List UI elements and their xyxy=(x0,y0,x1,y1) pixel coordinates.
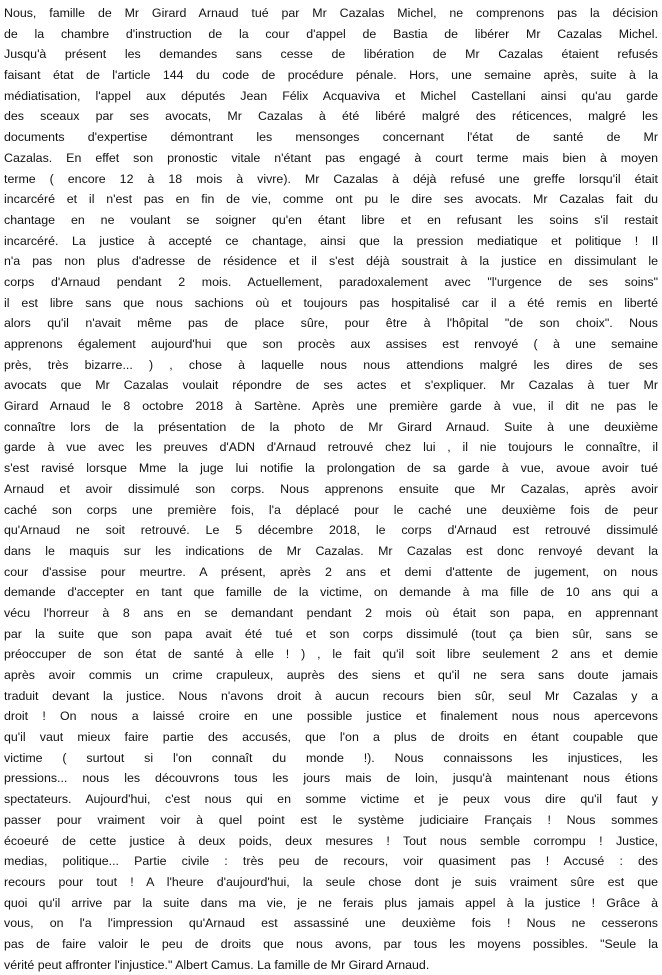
text-line: de la chambre d'instruction de la cour d'appel de Bastia de libérer Mr Cazalas Michel. xyxy=(4,26,658,41)
text-line: demande d'accepter en tant que famille de la victime, on demande à ma fille de 10 ans qui a xyxy=(4,585,658,600)
text-line: documents d'expertise démontrant les mensonges concernant l'état de santé de Mr xyxy=(4,130,658,145)
text-line: qu'Arnaud ne soit retrouvé. Le 5 décembre 2018, le corps d'Arnaud est retrouvé dissimulé xyxy=(4,523,658,538)
text-line: corps d'Arnaud pendant 2 mois. Actuellement, paradoxalement avec "l'urgence de ses soins" xyxy=(4,274,658,289)
text-line: après avoir commis un crime crapuleux, auprès des siens et qu'il ne sera sans doute jamais xyxy=(4,668,658,682)
text-line: Nous, famille de Mr Girard Arnaud tué par Mr Cazalas Michel, ne comprenons pas la décision xyxy=(4,6,658,20)
text-line: chantage en ne voulant se soigner qu'en étant libre et en refusant les soins s'il restait xyxy=(4,212,658,227)
text-line: pas de faire valoir le peu de droits que nous avons, par tous les moyens possibles. "Seule la xyxy=(4,936,658,951)
text-line: n'a pas non plus d'adresse de résidence et il s'est déjà soustrait à la justice en dissimulant le xyxy=(4,254,658,269)
text-line: avocats que Mr Cazalas voulait répondre de ses actes et s'expliquer. Mr Cazalas à tuer Mr xyxy=(4,378,658,393)
text-line: vérité peut affronter l'injustice." Albert Camus. La famille de Mr Girard Arnaud. xyxy=(4,957,430,972)
text-line: quoi qu'il arrive par la suite dans ma vie, je ne ferais plus jamais appel à la justice ! Grâce à xyxy=(4,895,658,910)
text-line: qu'il vaut mieux faire partie des accusés, que l'on a plus de droits en étant coupable que xyxy=(4,730,658,745)
text-line: faisant état de l'article 144 du code de procédure pénale. Hors, une semaine après, suite à la xyxy=(4,68,658,83)
text-line: droit ! On nous a laissé croire en une possible justice et finalement nous nous apercevons xyxy=(4,709,658,724)
text-line: dans le maquis sur les indications de Mr Cazalas. Mr Cazalas est donc renvoyé devant la xyxy=(4,543,658,558)
text-line: écoeuré de cette justice à deux poids, deux mesures ! Tout nous semble corrompu ! Justice, xyxy=(4,833,658,848)
text-line: pressions... nous les découvrons tous les jours mais de loin, jusqu'à maintenant nous étions xyxy=(4,771,658,786)
text-line: Arnaud et avoir dissimulé son corps. Nous apprenons ensuite que Mr Cazalas, après avoir xyxy=(4,481,658,496)
text-line: des sceaux par ses avocats, Mr Cazalas à été libéré malgré des réticences, malgré les xyxy=(4,109,658,124)
text-line: connaître lors de la présentation de la photo de Mr Girard Arnaud. Suite à une deuxième xyxy=(4,419,658,434)
text-line: traduit devant la justice. Nous n'avons droit à aucun recours bien sûr, seul Mr Cazalas y a xyxy=(4,688,658,703)
text-line: apprenons également aujourd'hui que son procès aux assises est renvoyé ( à une semaine xyxy=(4,337,658,351)
text-line: caché son corps une première fois, l'a déplacé pour le caché une deuxième fois de peur xyxy=(4,502,658,517)
text-line: Girard Arnaud le 8 octobre 2018 à Sartène. Après une première garde à vue, il dit ne pas le xyxy=(4,399,658,414)
text-line: recours pour tout ! A l'heure d'aujourd'hui, la seule chose dont je suis vraiment sûre est que xyxy=(4,874,658,889)
text-line: médiatisation, l'appel aux députés Jean Félix Acquaviva et Michel Castellani ainsi qu'au garde xyxy=(4,88,658,103)
text-line: terme ( encore 12 à 18 mois à vivre). Mr Cazalas à déjà refusé une greffe lorsqu'il était xyxy=(4,171,658,186)
text-line: medias, politique... Partie civile : très peu de recours, voir quasiment pas ! Accusé : des xyxy=(4,854,658,869)
text-line: s'est ravisé lorsque Mme la juge lui notifie la prolongation de sa garde à vue, avoue avoir tué xyxy=(4,461,658,476)
text-line: incarcéré et il n'est pas en fin de vie, comme ont pu le dire ses avocats. Mr Cazalas fait du xyxy=(4,192,658,207)
text-line: incarcéré. La justice à accepté ce chantage, ainsi que la pression mediatique et politique ! Il xyxy=(4,233,658,248)
text-line: vécu l'horreur à 8 ans en se demandant pendant 2 mois où était son papa, en apprennant xyxy=(4,605,658,620)
text-line: cour d'assise pour meurtre. A présent, après 2 ans et demi d'attente de jugement, on nous xyxy=(4,564,658,579)
text-line: garde à vue avec les preuves d'ADN d'Arnaud retrouvé chez lui , il nie toujours le connaître, il xyxy=(4,440,658,455)
text-line: passer pour vraiment voir à quel point est le système judiciaire Français ! Nous sommes xyxy=(4,812,658,827)
text-line: Cazalas. En effet son pronostic vitale n'étant pas engagé à court terme mais bien à moyen xyxy=(4,150,658,165)
text-line: alors qu'il n'avait même pas de place sûre, pour être à l'hôpital "de son choix". Nous xyxy=(4,316,658,331)
text-line: victime ( surtout si l'on connaît du monde !). Nous connaissons les injustices, les xyxy=(4,750,658,765)
text-line: vous, on l'a l'impression qu'Arnaud est assassiné une deuxième fois ! Nous ne cesserons xyxy=(4,916,658,931)
text-line: près, très bizarre... ) , chose à laquelle nous nous attendions malgré les dires de ses xyxy=(4,357,658,372)
text-line: spectateurs. Aujourd'hui, c'est nous qui en somme victime et je peux vous dire qu'il faut y xyxy=(4,792,658,807)
text-line: par la suite que son papa avait été tué et son corps dissimulé (tout ça bien sûr, sans se xyxy=(4,626,658,641)
document-body xyxy=(4,3,658,975)
text-line: préoccuper de son état de santé à elle ! ) , le fait qu'il soit libre seulement 2 ans et demie xyxy=(4,647,658,662)
text-line: il est libre sans que nous sachions où et toujours pas hospitalisé car il a été remis en liberté xyxy=(4,295,658,310)
text-line: Jusqu'à présent les demandes sans cesse de libération de Mr Cazalas étaient refusés xyxy=(4,47,658,62)
